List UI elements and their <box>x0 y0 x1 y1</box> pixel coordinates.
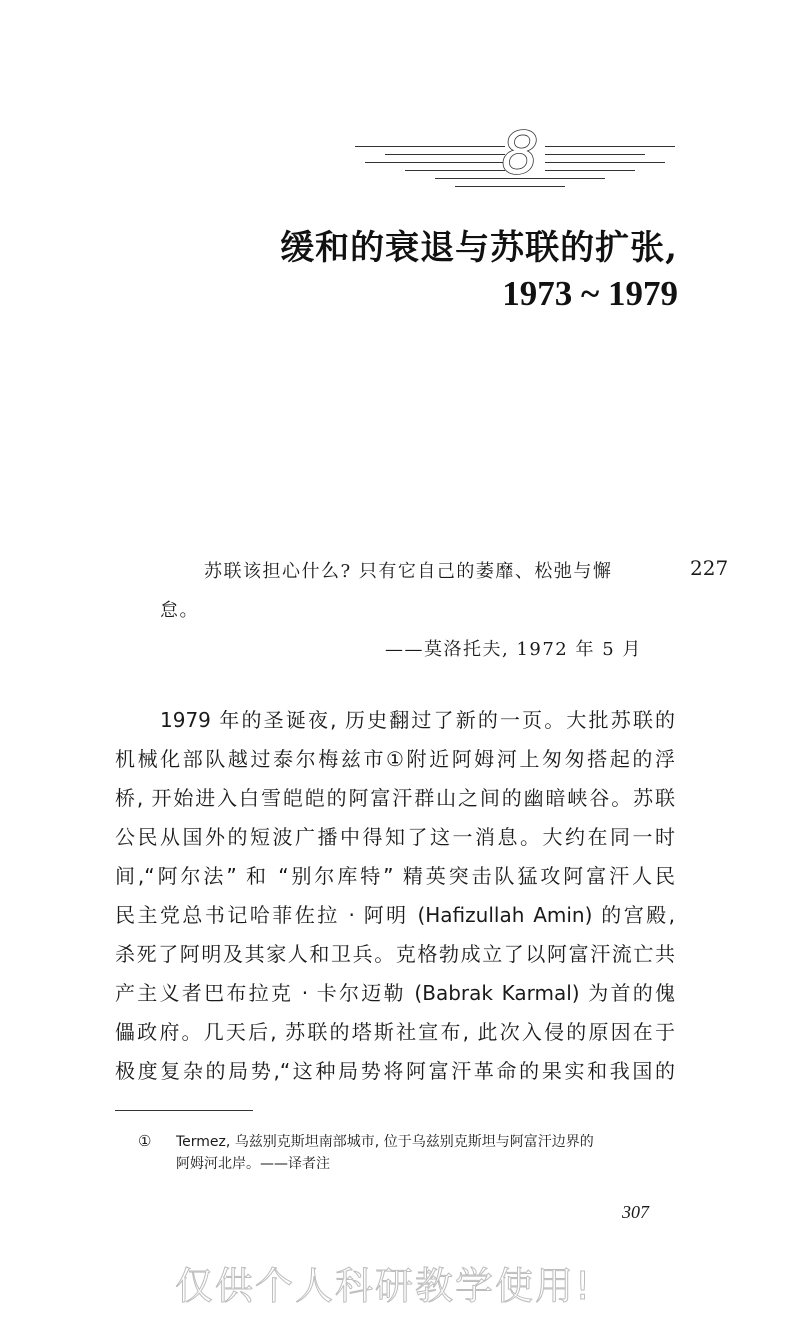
epigraph-line-1: 苏联该担心什么? 只有它自己的萎靡、松弛与懈 <box>204 561 613 582</box>
chapter-title-line-2: 1973 ~ 1979 <box>502 274 678 313</box>
body-line: 产主义者巴布拉克 · 卡尔迈勒 (Babrak Karmal) 为首的傀 <box>115 981 675 1005</box>
page-number: 307 <box>622 1202 649 1222</box>
margin-page-number: 227 <box>690 556 729 580</box>
body-line: 杀死了阿明及其家人和卫兵。克格勃成立了以阿富汗流亡共 <box>115 942 675 966</box>
body-line: 儡政府。几天后, 苏联的塔斯社宣布, 此次入侵的原因在于 <box>115 1020 675 1044</box>
watermark: 仅供个人科研教学使用! <box>175 1264 593 1308</box>
footnote-rule <box>115 1110 253 1111</box>
body-line: 公民从国外的短波广播中得知了这一消息。大约在同一时 <box>115 825 675 849</box>
footnote-line-1: Termez, 乌兹别克斯坦南部城市, 位于乌兹别克斯坦与阿富汗边界的 <box>176 1134 594 1150</box>
epigraph-attribution: ——莫洛托夫, 1972 年 5 月 <box>385 639 642 660</box>
body-line: 间,“阿尔法” 和 “别尔库特” 精英突击队猛攻阿富汗人民 <box>115 864 675 888</box>
chapter-title-line-1: 缓和的衰退与苏联的扩张, <box>280 228 678 268</box>
body-line: 民主党总书记哈菲佐拉 · 阿明 (Hafizullah Amin) 的宫殿, <box>115 903 675 927</box>
body-line: 机械化部队越过泰尔梅兹市①附近阿姆河上匆匆搭起的浮 <box>115 747 675 771</box>
footnote-mark: ① <box>138 1132 152 1150</box>
body-line: 桥, 开始进入白雪皑皑的阿富汗群山之间的幽暗峡谷。苏联 <box>115 786 675 810</box>
epigraph-line-2: 怠。 <box>160 600 199 621</box>
chapter-number: 8 <box>501 119 539 187</box>
body-line: 极度复杂的局势,“这种局势将阿富汗革命的果实和我国的 <box>115 1059 675 1083</box>
footnote-line-2: 阿姆河北岸。——译者注 <box>176 1156 330 1172</box>
body-line: 1979 年的圣诞夜, 历史翻过了新的一页。大批苏联的 <box>160 708 675 732</box>
